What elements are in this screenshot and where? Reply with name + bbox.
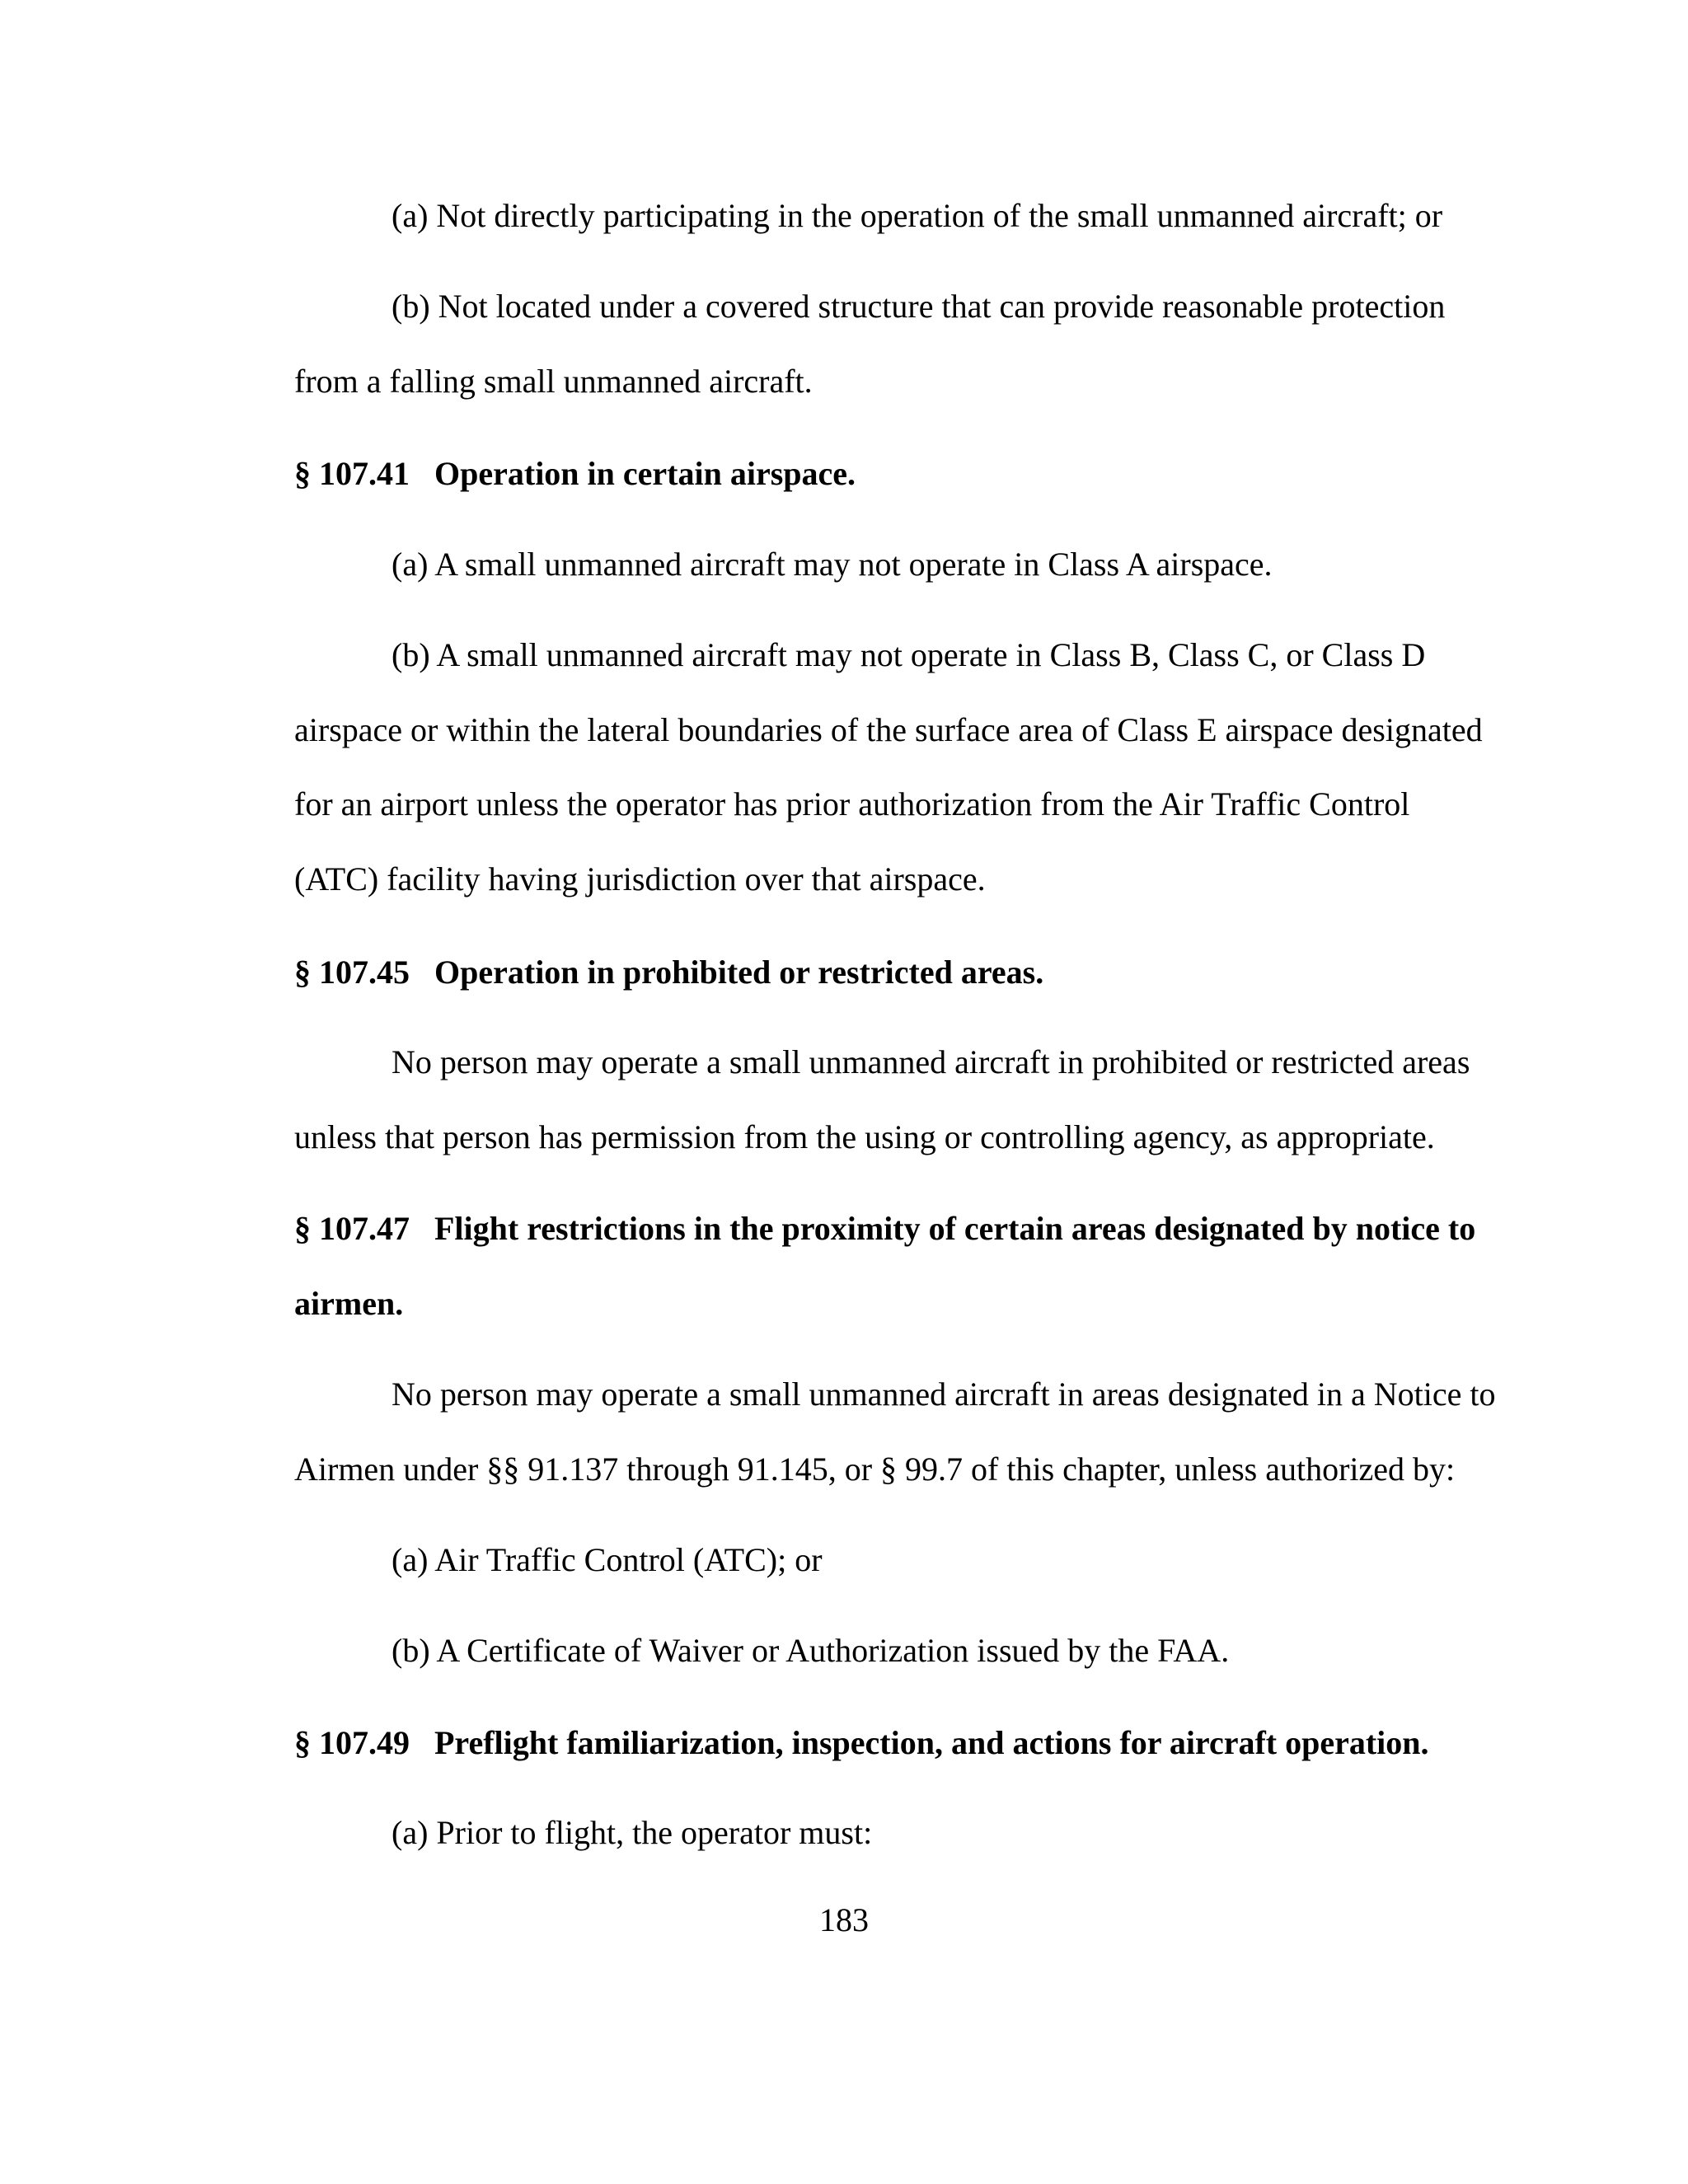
section-title-continuation: airmen. <box>294 1285 404 1322</box>
section-heading-107-45 <box>294 953 1043 992</box>
paragraph-line: No person may operate a small unmanned aircraft in prohibited or restricted areas <box>392 1043 1470 1080</box>
section-number: § 107.41 <box>294 455 410 492</box>
paragraph-line: (b) A small unmanned aircraft may not operate in Class B, Class C, or Class D <box>392 636 1426 673</box>
paragraph-line: unless that person has permission from the using or controlling agency, as appropriate. <box>294 1118 1435 1155</box>
section-heading-107-47 <box>294 1209 1475 1249</box>
paragraph-line: (b) A Certificate of Waiver or Authorization issued by the FAA. <box>392 1632 1230 1669</box>
section-title: Preflight familiarization, inspection, and actions for aircraft operation. <box>434 1724 1429 1761</box>
section-title: Operation in certain airspace. <box>434 455 856 492</box>
section-title: Flight restrictions in the proximity of certain areas designated by notice to <box>434 1210 1476 1247</box>
section-number: § 107.45 <box>294 954 410 991</box>
page-number: 183 <box>819 1901 869 1938</box>
paragraph-line: (ATC) facility having jurisdiction over that airspace. <box>294 860 986 898</box>
paragraph-line: (a) Not directly participating in the operation of the small unmanned aircraft; or <box>392 197 1443 234</box>
section-heading-107-49 <box>294 1723 1429 1763</box>
paragraph-line: Airmen under §§ 91.137 through 91.145, or § 99.7 of this chapter, unless authorized by: <box>294 1451 1456 1488</box>
paragraph-line: No person may operate a small unmanned aircraft in areas designated in a Notice to <box>392 1376 1496 1413</box>
paragraph-line: for an airport unless the operator has prior authorization from the Air Traffic Control <box>294 785 1410 823</box>
paragraph-line: (a) Prior to flight, the operator must: <box>392 1814 873 1851</box>
section-heading-107-41 <box>294 454 856 494</box>
paragraph-line: (a) A small unmanned aircraft may not operate in Class A airspace. <box>392 546 1273 583</box>
section-number: § 107.47 <box>294 1210 410 1247</box>
paragraph-line: (a) Air Traffic Control (ATC); or <box>392 1541 823 1578</box>
paragraph-line: airspace or within the lateral boundaries of the surface area of Class E airspace designated <box>294 711 1483 748</box>
section-title: Operation in prohibited or restricted areas. <box>434 954 1044 991</box>
paragraph-line: from a falling small unmanned aircraft. <box>294 363 813 400</box>
paragraph-line: (b) Not located under a covered structure that can provide reasonable protection <box>392 288 1446 325</box>
section-number: § 107.49 <box>294 1724 410 1761</box>
